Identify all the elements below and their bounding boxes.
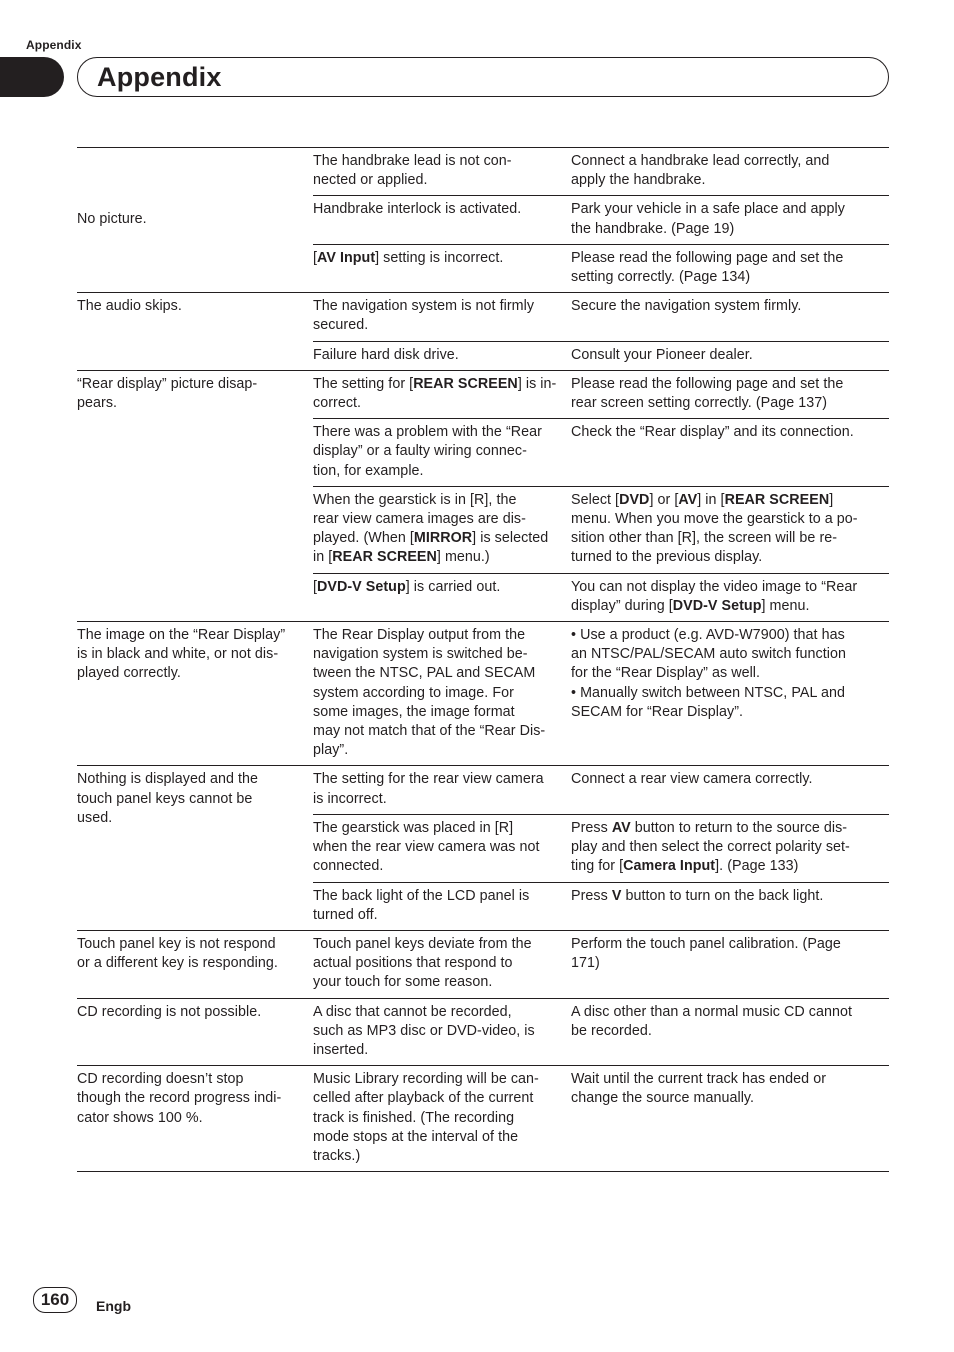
cause-cell: Music Library recording will be can- celled after playback of the current track is finished. (The recording mode stops at the interval of the tracks.) [313, 1071, 539, 1164]
language-code: Engb [96, 1298, 131, 1314]
symptom-group [77, 293, 889, 371]
symptom-cell: Nothing is displayed and the touch panel keys cannot be used. [77, 771, 259, 826]
table-row [77, 148, 889, 196]
table-row [77, 293, 889, 341]
cause-cell: Handbrake interlock is activated. [313, 196, 571, 244]
action-cell: Please read the following page and set the rear screen setting correctly. (Page 137) [571, 375, 844, 412]
symptom-cell: The image on the “Rear Display” is in black and white, or not dis- played correctly. [77, 627, 286, 682]
table-row [77, 622, 889, 766]
action-cell: • Use a product (e.g. AVD-W7900) that has an NTSC/PAL/SECAM auto switch function for the “Rear Display” as well. • Manually switch between NTSC, PAL and SECAM for “Rear Display”. [571, 627, 846, 720]
cause-cell: Touch panel keys deviate from the actual positions that respond to your touch for some reason. [313, 935, 532, 991]
action-cell: Connect a handbrake lead correctly, and apply the handbrake. [571, 153, 830, 189]
cause-cell: The setting for the rear view camera is incorrect. [313, 771, 544, 807]
cause-cell: The handbrake lead is not con- nected or applied. [313, 153, 512, 189]
symptom-cell: The audio skips. [77, 298, 182, 315]
cause-cell: The back light of the LCD panel is turned off. [313, 882, 571, 930]
action-cell: Secure the navigation system firmly. [571, 298, 802, 315]
section-tab-marker [0, 57, 64, 97]
action-cell: Press AV button to return to the source dis- play and then select the correct polarity set- ting for [Camera Input]. (Page 133) [571, 814, 889, 882]
action-cell: Consult your Pioneer dealer. [571, 341, 889, 370]
symptom-group [77, 930, 889, 998]
action-cell: Perform the touch panel calibration. (Page 171) [571, 935, 841, 972]
symptom-group [77, 1066, 889, 1172]
section-title-box [77, 57, 889, 97]
troubleshooting-table [77, 147, 889, 1172]
cause-cell: The Rear Display output from the navigation system is switched be- tween the NTSC, PAL and SECAM system according to image. For some images, the image format may not match that of the “Rear Dis- play”. [313, 627, 546, 759]
action-cell: A disc other than a normal music CD cannot be recorded. [571, 1003, 853, 1039]
symptom-cell: No picture. [77, 211, 147, 227]
action-cell: Select [DVD] or [AV] in [REAR SCREEN] menu. When you move the gearstick to a po- sition other than [R], the screen will be re- turned to the previous display. [571, 486, 889, 573]
cause-cell: The setting for [REAR SCREEN] is in- correct. [313, 375, 557, 412]
cause-cell: [AV Input] setting is incorrect. [313, 244, 571, 292]
running-head: Appendix [26, 38, 82, 52]
action-cell: Check the “Rear display” and its connection. [571, 419, 889, 487]
symptom-group [77, 148, 889, 293]
cause-cell: When the gearstick is in [R], the rear view camera images are dis- played. (When [MIRROR] is selected in [REAR SCREEN] menu.) [313, 486, 571, 573]
symptom-cell: CD recording is not possible. [77, 1003, 262, 1020]
symptom-group [77, 766, 889, 930]
action-cell: Please read the following page and set the setting correctly. (Page 134) [571, 244, 889, 292]
cause-cell: [DVD-V Setup] is carried out. [313, 573, 571, 621]
cause-cell: Failure hard disk drive. [313, 341, 571, 370]
table-row [77, 766, 889, 814]
action-cell: You can not display the video image to “Rear display” during [DVD-V Setup] menu. [571, 573, 889, 621]
table-row [77, 998, 889, 1066]
action-cell: Press V button to turn on the back light. [571, 882, 889, 930]
symptom-group [77, 370, 889, 621]
page-number: 160 [33, 1287, 77, 1313]
symptom-cell: Touch panel key is not respond or a different key is responding. [77, 935, 278, 972]
table-row [77, 370, 889, 418]
symptom-cell: CD recording doesn’t stop though the record progress indi- cator shows 100 %. [77, 1071, 282, 1126]
page-title: Appendix [97, 62, 222, 92]
cause-cell: The gearstick was placed in [R] when the rear view camera was not connected. [313, 814, 571, 882]
symptom-group [77, 998, 889, 1066]
table-row [77, 1066, 889, 1172]
action-cell: Wait until the current track has ended or change the source manually. [571, 1071, 827, 1107]
cause-cell: There was a problem with the “Rear display” or a faulty wiring connec- tion, for example. [313, 419, 571, 487]
table-row [77, 930, 889, 998]
symptom-cell: “Rear display” picture disap- pears. [77, 375, 258, 412]
symptom-group [77, 622, 889, 766]
cause-cell: The navigation system is not firmly secured. [313, 298, 535, 334]
cause-cell: A disc that cannot be recorded, such as MP3 disc or DVD-video, is inserted. [313, 1003, 535, 1058]
action-cell: Connect a rear view camera correctly. [571, 771, 813, 788]
action-cell: Park your vehicle in a safe place and apply the handbrake. (Page 19) [571, 196, 889, 244]
